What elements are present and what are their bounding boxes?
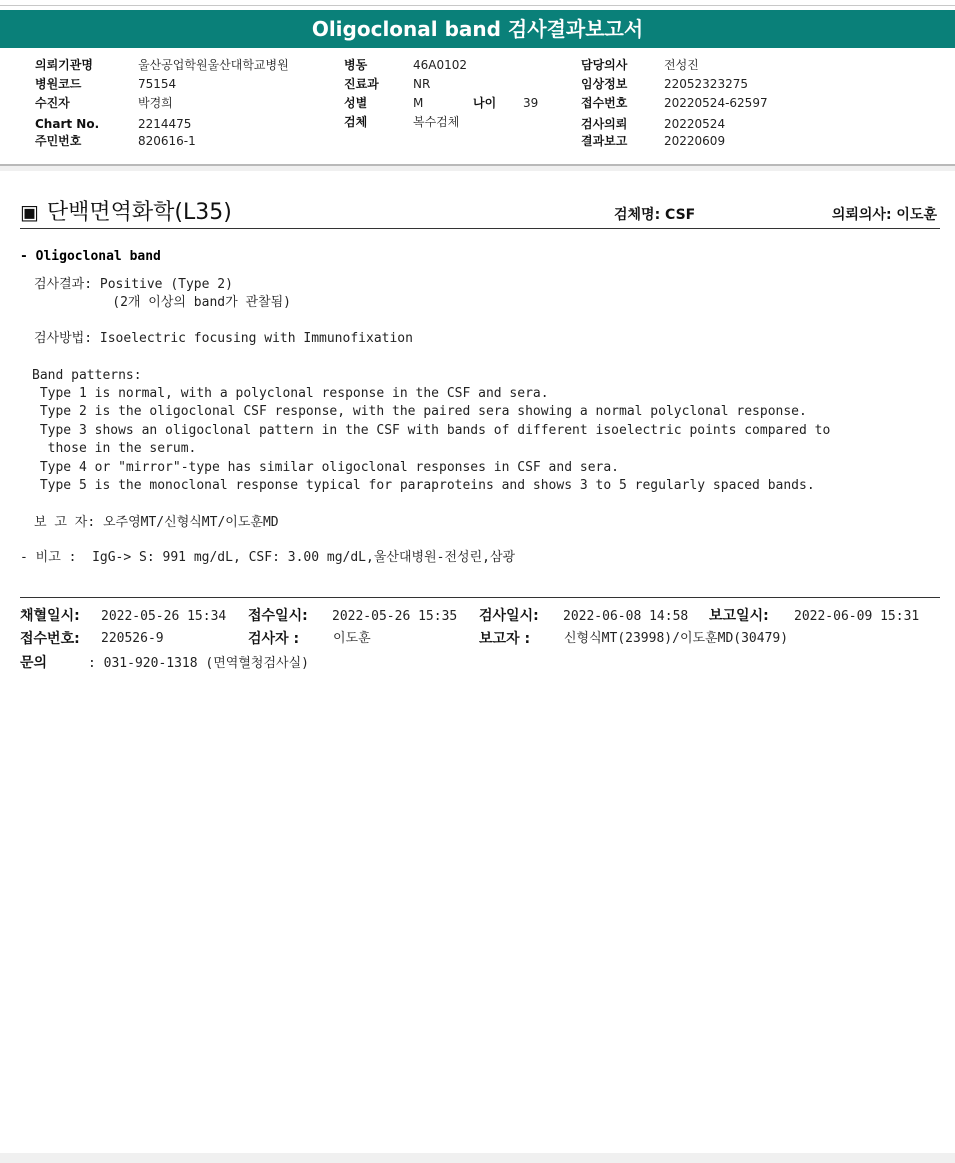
collected-value: 2022-05-26 15:34 (101, 609, 227, 624)
accession-value: 220526-9 (101, 631, 164, 646)
received-label: 접수일시: (248, 608, 308, 624)
institution-label: 의뢰기관명 (35, 58, 93, 72)
hospital-code-value: 75154 (138, 77, 177, 91)
square-bullet-icon: ▣ (20, 200, 39, 224)
tester-label: 검사자 : (248, 631, 300, 647)
top-border (0, 5, 955, 6)
requesting-doctor: 의뢰의사: 이도훈 (831, 207, 937, 223)
pattern-line-5: Type 4 or "mirror"-type has similar oligoclonal responses in CSF and sera. (32, 460, 619, 475)
contact-value: : 031-920-1318 (면역혈청검사실) (88, 656, 309, 671)
patient-name-value: 박경희 (138, 96, 173, 110)
report-title: Oligoclonal band 검사결과보고서 (0, 10, 955, 48)
tested-label: 검사일시: (479, 608, 539, 624)
method-line: 검사방법: Isoelectric focusing with Immunofixation (34, 331, 413, 346)
reporters-line: 보 고 자: 오주영MT/신형식MT/이도훈MD (34, 515, 279, 530)
reporter-label: 보고자 : (479, 631, 531, 647)
report-date-label: 결과보고 (581, 134, 628, 148)
department-label: 진료과 (344, 77, 379, 91)
department-value: NR (413, 77, 431, 91)
remark-line: - 비고 : IgG-> S: 991 mg/dL, CSF: 3.00 mg/dL,울산대병원-전성린,삼광 (20, 550, 516, 565)
reported-label: 보고일시: (709, 608, 769, 624)
tester-value: 이도훈 (333, 631, 371, 646)
section-title-text: 단백면역화학(L35) (46, 200, 232, 225)
report-date-value: 20220609 (664, 134, 726, 148)
sex-value: M (413, 96, 424, 110)
specimen-type-value: 복수검체 (413, 115, 460, 129)
receipt-no-value: 20220524-62597 (664, 96, 768, 110)
reported-value: 2022-06-09 15:31 (794, 609, 920, 624)
request-date-label: 검사의뢰 (581, 117, 628, 131)
resident-no-label: 주민번호 (35, 134, 82, 148)
bottom-border (0, 1153, 955, 1163)
request-date-value: 20220524 (664, 117, 726, 131)
band-patterns-label: Band patterns: (32, 368, 142, 383)
sex-label: 성별 (344, 96, 368, 110)
receipt-no-label: 접수번호 (581, 96, 628, 110)
ward-value: 46A0102 (413, 58, 468, 72)
contact-label: 문의 (20, 655, 48, 671)
pattern-line-6: Type 5 is the monoclonal response typical for paraproteins and shows 3 to 5 regularly spaced bands. (32, 478, 815, 493)
patient-info-block (0, 48, 955, 166)
section-title (20, 198, 232, 227)
pattern-line-1: Type 1 is normal, with a polyclonal response in the CSF and sera. (32, 386, 549, 401)
ward-label: 병동 (344, 58, 368, 72)
institution-value: 울산공업학원울산대학교병원 (138, 58, 289, 72)
specimen-type-label: 검체 (344, 115, 368, 129)
resident-no-value: 820616-1 (138, 134, 196, 148)
clinical-info-value: 22052323275 (664, 77, 748, 91)
collected-label: 채혈일시: (20, 608, 80, 624)
footer-divider (20, 597, 940, 598)
age-value: 39 (523, 96, 539, 110)
attending-value: 전성진 (664, 58, 699, 72)
clinical-info-label: 임상정보 (581, 77, 628, 91)
chart-no-value: 2214475 (138, 117, 192, 131)
patient-name-label: 수진자 (35, 96, 70, 110)
pattern-line-3: Type 3 shows an oligoclonal pattern in the CSF with bands of different isoelectric points compared to (32, 423, 831, 438)
pattern-line-4: those in the serum. (32, 441, 197, 456)
accession-label: 접수번호: (20, 631, 80, 647)
result-line-1: 검사결과: Positive (Type 2) (34, 277, 233, 292)
hospital-code-label: 병원코드 (35, 77, 82, 91)
section-divider (20, 228, 940, 229)
specimen-name: 검체명: CSF (614, 207, 696, 223)
age-label: 나이 (473, 96, 497, 110)
section-header (20, 198, 940, 228)
attending-label: 담당의사 (581, 58, 628, 72)
tested-value: 2022-06-08 14:58 (563, 609, 689, 624)
test-heading: - Oligoclonal band (20, 249, 161, 264)
pattern-line-2: Type 2 is the oligoclonal CSF response, with the paired sera showing a normal polyclonal response. (32, 404, 807, 419)
reporter-value: 신형식MT(23998)/이도훈MD(30479) (564, 631, 789, 646)
result-line-2: (2개 이상의 band가 관찰됨) (34, 295, 291, 310)
received-value: 2022-05-26 15:35 (332, 609, 458, 624)
chart-no-label: Chart No. (35, 117, 100, 131)
header-shadow (0, 166, 955, 171)
